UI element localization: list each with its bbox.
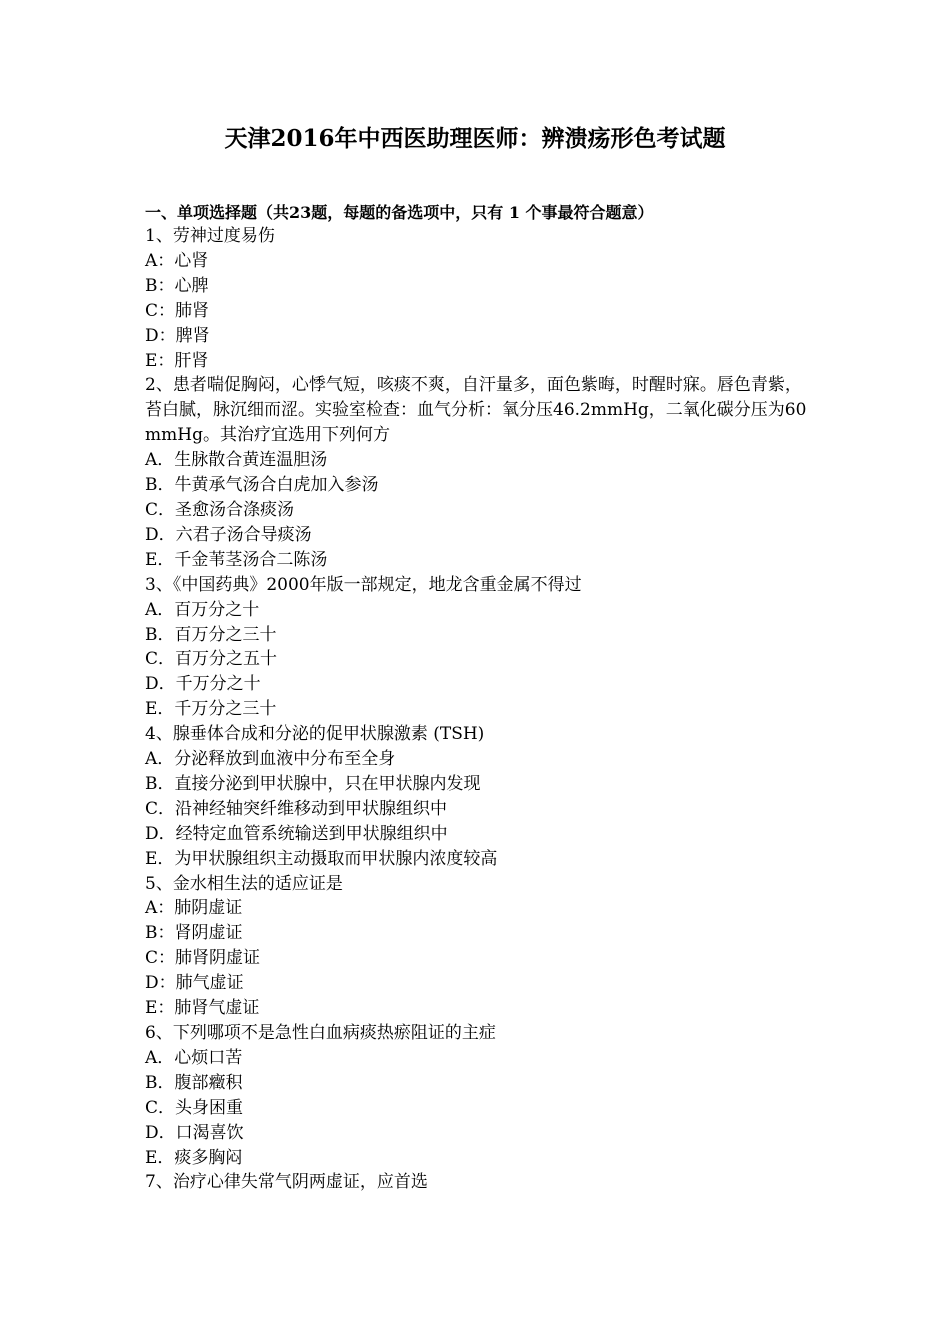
section-heading: 一、单项选择题（共23题，每题的备选项中，只有 1 个事最符合题意） bbox=[145, 203, 654, 222]
option-b: B．牛黄承气汤合白虎加入参汤 bbox=[145, 475, 379, 496]
option-a: A．心烦口苦 bbox=[145, 1047, 243, 1068]
option-d: D．口渴喜饮 bbox=[145, 1122, 244, 1143]
question-stem: 4、腺垂体合成和分泌的促甲状腺激素 (TSH) bbox=[145, 724, 485, 745]
option-d: D：肺气虚证 bbox=[145, 973, 244, 994]
option-e: E．为甲状腺组织主动摄取而甲状腺内浓度较高 bbox=[145, 848, 498, 869]
option-d: D．经特定血管系统输送到甲状腺组织中 bbox=[145, 823, 448, 844]
option-d: D．六君子汤合导痰汤 bbox=[145, 524, 312, 545]
option-c: C．沿神经轴突纤维移动到甲状腺组织中 bbox=[145, 798, 448, 819]
option-d: D．千万分之十 bbox=[145, 674, 261, 695]
option-a: A．分泌释放到血液中分布至全身 bbox=[145, 749, 396, 770]
question-list bbox=[145, 224, 813, 1195]
question-stem: 5、金水相生法的适应证是 bbox=[145, 873, 343, 894]
question-stem: 2、患者喘促胸闷，心悸气短，咳痰不爽，自汗量多，面色紫晦，时醒时寐。唇色青紫，苔白腻，脉沉细而涩。实验室检查：血气分析：氧分压46.2mmHg，二氧化碳分压为60mmHg。其治疗宜选用下列何方 bbox=[145, 375, 807, 446]
option-b: B：肾阴虚证 bbox=[145, 923, 243, 944]
question-stem: 7、治疗心律失常气阴两虚证，应首选 bbox=[145, 1172, 428, 1193]
option-e: E．千金苇茎汤合二陈汤 bbox=[145, 549, 328, 570]
option-c: C：肺肾阴虚证 bbox=[145, 948, 261, 969]
option-b: B．直接分泌到甲状腺中，只在甲状腺内发现 bbox=[145, 773, 481, 794]
option-a: A：心肾 bbox=[145, 250, 209, 271]
question-stem: 6、下列哪项不是急性白血病痰热瘀阻证的主症 bbox=[145, 1023, 496, 1043]
option-c: C：肺肾 bbox=[145, 300, 210, 321]
option-a: A．生脉散合黄连温胆汤 bbox=[145, 450, 328, 471]
question-stem: 1、劳神过度易伤 bbox=[145, 226, 275, 246]
option-b: B．腹部癥积 bbox=[145, 1072, 243, 1093]
option-c: C．圣愈汤合涤痰汤 bbox=[145, 499, 295, 520]
option-a: A．百万分之十 bbox=[145, 599, 260, 620]
option-e: E．痰多胸闷 bbox=[145, 1147, 243, 1168]
document-title: 天津2016年中西医助理医师：辨溃疡形色考试题 bbox=[224, 125, 726, 152]
option-c: C．头身困重 bbox=[145, 1097, 244, 1118]
option-d: D：脾肾 bbox=[145, 325, 210, 346]
question-stem: 3、《中国药典》2000年版一部规定，地龙含重金属不得过 bbox=[145, 574, 582, 595]
option-b: B．百万分之三十 bbox=[145, 624, 277, 645]
option-c: C．百万分之五十 bbox=[145, 649, 278, 670]
option-e: E：肺肾气虚证 bbox=[145, 998, 260, 1019]
option-e: E：肝肾 bbox=[145, 350, 209, 371]
option-a: A：肺阴虚证 bbox=[145, 898, 243, 919]
option-e: E．千万分之三十 bbox=[145, 699, 277, 720]
option-b: B：心脾 bbox=[145, 275, 209, 296]
